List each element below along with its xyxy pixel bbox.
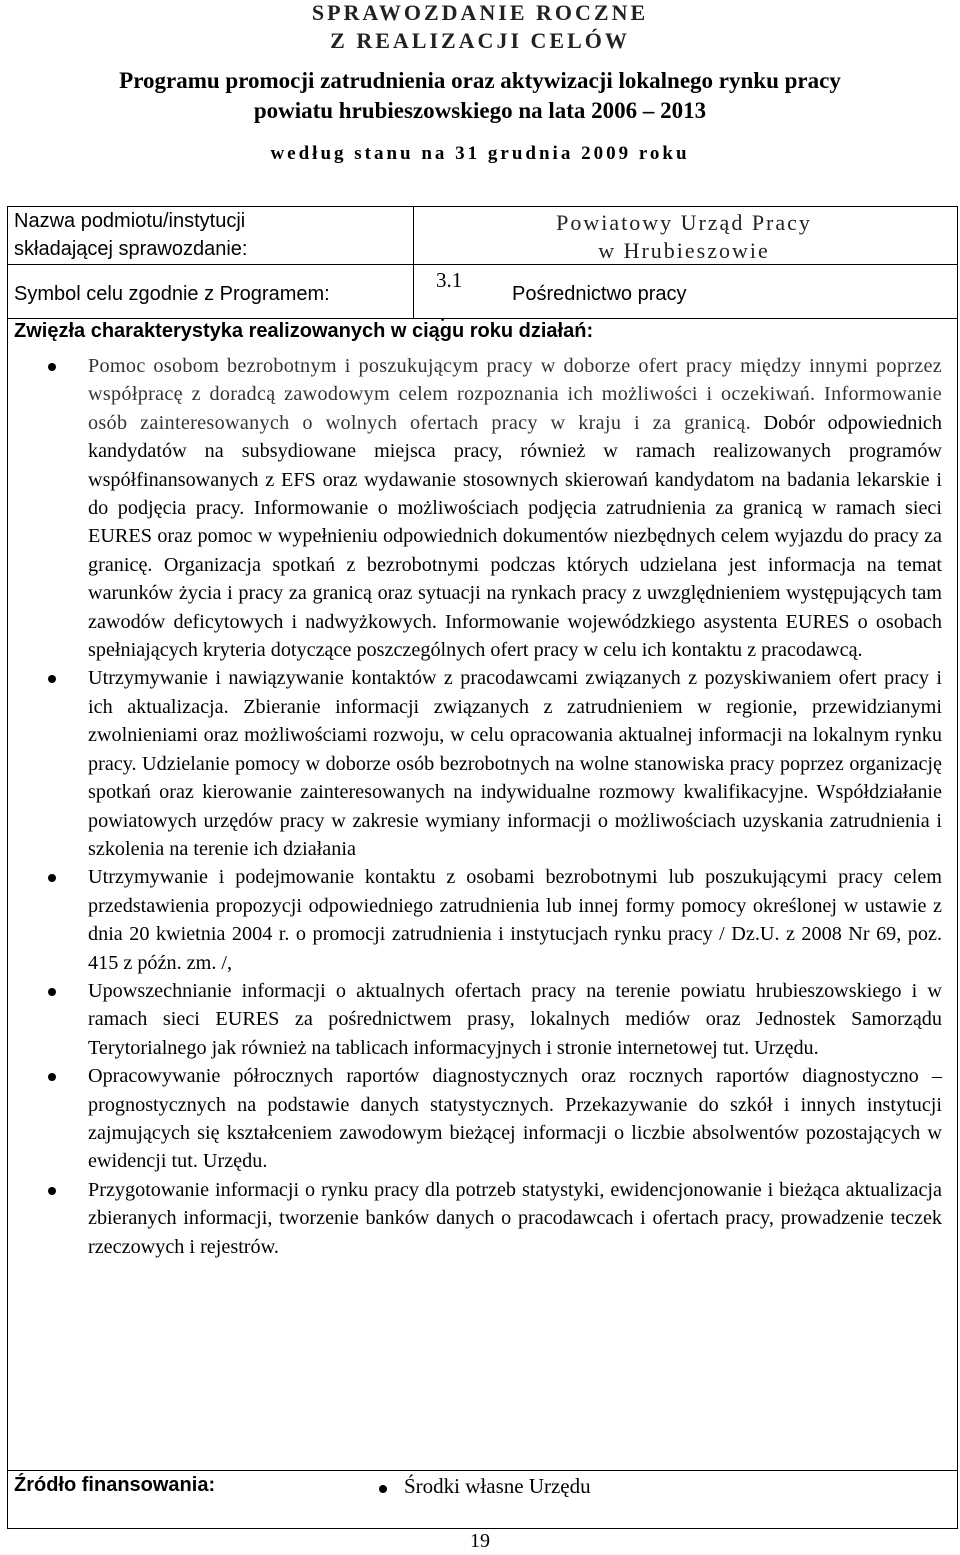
action-item bbox=[0, 977, 960, 1062]
program-title-line1: Programu promocji zatrudnienia oraz aktywizacji lokalnego rynku pracy bbox=[119, 68, 841, 93]
entity-name: Powiatowy Urząd Pracy bbox=[556, 210, 812, 235]
row-divider bbox=[7, 318, 958, 319]
bullet-icon bbox=[48, 363, 56, 371]
action-item-text: Utrzymywanie i podejmowanie kontaktu z osobami bezrobotnymi lub poszukującymi pracy celem przedstawienia propozycji odpowiedniego zatrudnienia lub innej formy pomocy określonej w ustawie z dnia 20 kwietnia 2004 r. o promocji zatrudnienia i instytucjach rynku pracy / Dz.U. z 2008 Nr 69, poz. 415 z późn. zm. /, bbox=[88, 866, 942, 974]
symbol-name: Pośrednictwo pracy bbox=[512, 283, 687, 305]
entity-label-line1: Nazwa podmiotu/instytucji bbox=[14, 210, 246, 232]
symbol-number: 3.1 bbox=[436, 268, 463, 292]
bullet-icon bbox=[48, 988, 56, 996]
as-of-date: według stanu na 31 grudnia 2009 roku bbox=[270, 143, 690, 164]
funding-label: Źródło finansowania: bbox=[14, 1474, 216, 1496]
action-item-text: Przygotowanie informacji o rynku pracy dla potrzeb statystyki, ewidencjonowanie i bieżąca aktualizacja zbieranych informacji, tworzenie banków danych o pracodawcach i ofertach pracy, prowadzenie teczek rzeczowych i rejestrów. bbox=[88, 1178, 942, 1258]
action-item bbox=[0, 664, 960, 863]
program-title-line2: powiatu hrubieszowskiego na lata 2006 – 2013 bbox=[253, 98, 707, 123]
symbol-number-dot: . bbox=[440, 302, 446, 326]
row-divider bbox=[7, 264, 958, 265]
action-item bbox=[0, 863, 960, 977]
actions-section-title: Zwięzła charakterystyka realizowanych w ciągu roku działań: bbox=[14, 320, 594, 342]
funding-value: Środki własne Urzędu bbox=[404, 1474, 591, 1498]
action-item-text: Utrzymywanie i nawiązywanie kontaktów z pracodawcami związanych z pozyskiwaniem ofert pracy i ich aktualizacja. Zbieranie informacji związanych z zatrudnieniem w regionie, przewidzianymi zwolnieniami oraz możliwościami rozwoju, w celu opracowania aktualnej informacji na lokalnym rynku pracy. Udzielanie pomocy w doborze osób bezrobotnych na wolne stanowiska pracy poprzez organizację spotkań oraz kierowanie zainteresowanych na indywidualne rozmowy kwalifikacyjne. Współdziałanie powiatowych urzędów pracy w zakresie wymiany informacji o możliwościach uzyskania zatrudnienia i szkolenia na terenie ich działania bbox=[88, 667, 942, 860]
action-item bbox=[0, 352, 960, 664]
actions-list bbox=[0, 352, 960, 1261]
report-subtitle: Z REALIZACJI CELÓW bbox=[330, 28, 630, 53]
action-item bbox=[0, 1062, 960, 1176]
action-item-text: Upowszechnianie informacji o aktualnych ofertach pracy na terenie powiatu hrubieszowskiego i w ramach sieci EURES za pośrednictwem prasy, lokalnych mediów oraz Jednostek Samorządu Terytorialnego jak również na tablicach informacyjnych i stronie internetowej tut. Urzędu. bbox=[88, 979, 942, 1059]
page-number: 19 bbox=[470, 1530, 490, 1552]
action-item-text: Dobór odpowiednich kandydatów na subsydiowane miejsca pracy, również w ramach realizowanych programów współfinansowanych z EFS oraz wydawanie stosownych skierowań kandydatom na badania lekarskie i do podjęcia pracy. Informowanie o możliwościach podjęcia zatrudnienia za granicą w ramach sieci EURES oraz pomoc w wypełnieniu odpowiednich dokumentów niezbędnych celem wyjazdu do pracy za granicę. Organizacja spotkań z bezrobotnymi podczas których udzielana jest informacja na temat warunków życia i pracy za granicą oraz sytuacji na rynkach pracy z uwzględnieniem występujących tam zawodów deficytowych i nadwyżkowych. Informowanie wojewódzkiego asystenta EURES o osobach spełniających kryteria dotyczące poszczególnych ofert pracy w celu ich kontaktu z pracodawcą. bbox=[88, 411, 942, 662]
bullet-icon bbox=[48, 675, 56, 683]
bullet-icon bbox=[48, 1073, 56, 1081]
action-item-text: Opracowywanie półrocznych raportów diagnostycznych oraz rocznych raportów diagnostyczno – prognostycznych na podstawie danych statystycznych. Przekazywanie do szkół i innych instytucji zajmujących się kształceniem zawodowym bieżącej informacji o liczbie absolwentów pozostających w ewidencji tut. Urzędu. bbox=[88, 1065, 942, 1173]
bullet-icon bbox=[48, 1187, 56, 1195]
entity-location: w Hrubieszowie bbox=[598, 238, 770, 263]
symbol-label: Symbol celu zgodnie z Programem: bbox=[14, 283, 330, 305]
bullet-icon bbox=[48, 874, 56, 882]
action-item bbox=[0, 1176, 960, 1261]
bullet-icon bbox=[379, 1485, 387, 1493]
entity-label-line2: składającej sprawozdanie: bbox=[14, 238, 248, 260]
report-title: SPRAWOZDANIE ROCZNE bbox=[311, 0, 649, 25]
row-divider bbox=[7, 1470, 958, 1471]
action-item-text-muted: Pomoc osobom bezrobotnym i poszukującym pracy w doborze ofert pracy między innymi poprzez współpracę z doradcą zawodowym celem rozpoznania ich możliwości i oczekiwań. Informowanie osób zainteresowanych o wolnych ofertach pracy w kraju i za granicą. bbox=[88, 355, 942, 434]
